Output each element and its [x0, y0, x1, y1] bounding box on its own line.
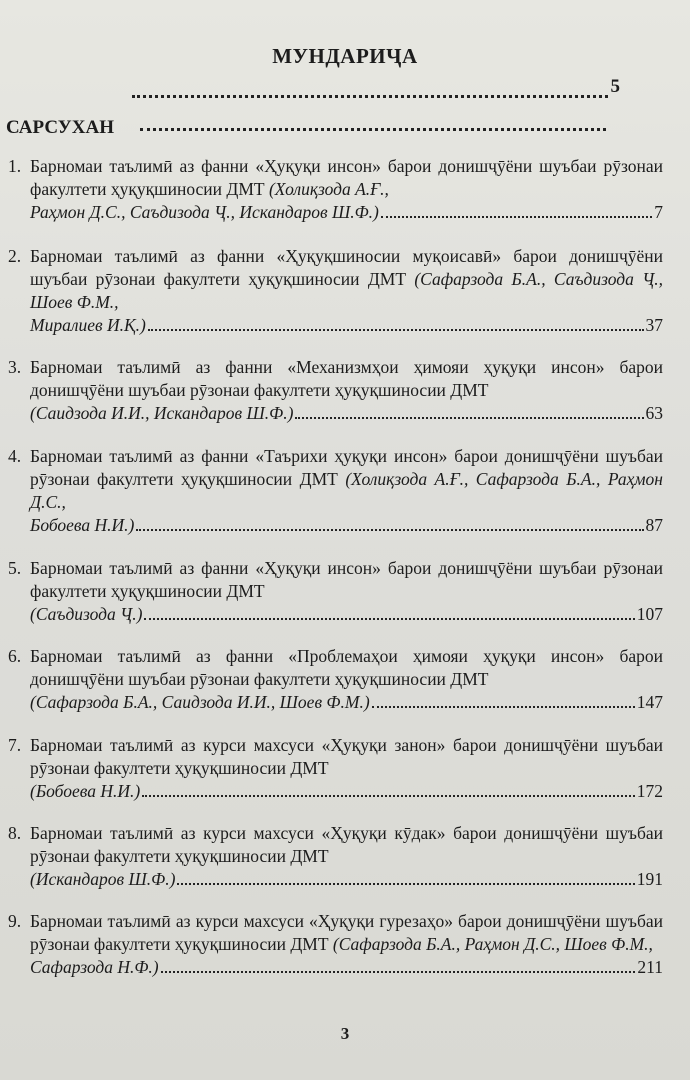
entry-authors-b: Сафарзода Н.Ф.) — [30, 957, 159, 977]
dot-leader — [136, 529, 643, 531]
entry-authors-b: (Саидзода И.И., Искандаров Ш.Ф.) — [30, 403, 294, 423]
entry-number: 5. — [8, 558, 22, 578]
page-number: 3 — [340, 1024, 350, 1043]
intro-dot-leader — [140, 128, 606, 131]
toc-entry — [8, 645, 663, 714]
entry-number: 8. — [8, 823, 22, 843]
entry-text: Барномаи таълимӣ аз фанни «Механизмҳои ҳимояи ҳуқуқи инсон» барои донишҷӯёни шуъбаи рӯзонаи факултети ҳуқуқшиносии ДМТ — [30, 357, 663, 400]
toc-entry — [8, 557, 663, 626]
dot-leader — [295, 417, 643, 419]
entry-number: 9. — [8, 911, 22, 931]
entry-page-number: 7 — [654, 202, 663, 222]
entry-authors-b: (Бобоева Н.И.) — [30, 781, 141, 801]
entry-page-number: 191 — [636, 869, 663, 889]
dot-leader — [161, 971, 636, 973]
entry-authors-a: (Сафарзода Б.А., Саъдизода Ҷ., Шоев Ф.М., — [30, 269, 663, 312]
entry-text: Барномаи таълимӣ аз фанни «Проблемаҳои ҳимояи ҳуқуқи инсон» барои донишҷӯёни шуъбаи рӯзонаи факултети ҳуқуқшиносии ДМТ — [30, 646, 663, 689]
toc-entry — [8, 245, 663, 337]
entry-authors-a: (Сафарзода Б.А., Раҳмон Д.С., Шоев Ф.М., — [332, 934, 653, 954]
entry-text: Барномаи таълимӣ аз фанни «Ҳуқуқшиносии муқоисавӣ» барои донишҷӯёни шуъбаи рӯзонаи факултети ҳуқуқшиносии ДМТ — [30, 246, 663, 289]
dot-leader — [381, 216, 652, 218]
entry-text: Барномаи таълимӣ аз фанни «Ҳуқуқи инсон» барои донишҷӯёни шуъбаи рӯзонаи факултети ҳуқуқшиносии ДМТ — [30, 156, 663, 199]
entry-number: 2. — [8, 246, 22, 266]
dot-leader — [177, 883, 634, 885]
entry-text: Барномаи таълимӣ аз фанни «Таърихи ҳуқуқи инсон» барои донишҷӯёни шуъбаи рӯзонаи факултети ҳуқуқшиносии ДМТ — [30, 446, 663, 489]
entry-text: Барномаи таълимӣ аз курси махсуси «Ҳуқуқи занон» барои донишҷӯёни шуъбаи рӯзонаи факултети ҳуқуқшиносии ДМТ — [30, 735, 663, 778]
entry-authors-a: (Холиқзода А.Ғ., Сафарзода Б.А., Раҳмон Д.С., — [30, 469, 663, 512]
entry-page-number: 172 — [636, 781, 663, 801]
toc-entry — [8, 734, 663, 803]
toc-entry — [8, 910, 663, 979]
entry-authors-b: Миралиев И.Қ.) — [30, 315, 146, 335]
entry-authors-b: (Саъдизода Ҷ.) — [30, 604, 143, 624]
entry-number: 7. — [8, 735, 22, 755]
entry-authors-a: (Холиқзода А.Ғ., — [268, 179, 389, 199]
dot-leader — [144, 618, 634, 620]
toc-entry — [8, 356, 663, 425]
intro-dot-leader-top — [132, 95, 608, 98]
entry-text: Барномаи таълимӣ аз фанни «Ҳуқуқи инсон» барои донишҷӯёни шуъбаи рӯзонаи факултети ҳуқуқшиносии ДМТ — [30, 558, 663, 601]
toc-entry — [8, 155, 663, 224]
toc-entry — [8, 445, 663, 537]
entry-authors-b: (Искандаров Ш.Ф.) — [30, 869, 176, 889]
entry-page-number: 87 — [645, 515, 663, 535]
entry-page-number: 63 — [645, 403, 663, 423]
entry-authors-b: Раҳмон Д.С., Саъдизода Ҷ., Искандаров Ш.Ф.) — [30, 202, 379, 222]
entry-number: 3. — [8, 357, 22, 377]
entry-number: 4. — [8, 446, 22, 466]
entry-authors-b: (Сафарзода Б.А., Саидзода И.И., Шоев Ф.М.) — [30, 692, 370, 712]
entry-page-number: 37 — [645, 315, 663, 335]
entry-page-number: 147 — [636, 692, 663, 712]
toc-title: МУНДАРИҶА — [272, 44, 418, 68]
entry-number: 6. — [8, 646, 22, 666]
toc-entry — [8, 822, 663, 891]
dot-leader — [148, 329, 644, 331]
entry-page-number: 107 — [636, 604, 663, 624]
entry-authors-b: Бобоева Н.И.) — [30, 515, 135, 535]
entry-text: Барномаи таълимӣ аз курси махсуси «Ҳуқуқи гурезаҳо» барои донишҷӯёни шуъбаи рӯзонаи факултети ҳуқуқшиносии ДМТ — [30, 911, 663, 954]
entry-page-number: 211 — [637, 957, 663, 977]
entry-text: Барномаи таълимӣ аз курси махсуси «Ҳуқуқи кӯдак» барои донишҷӯёни шуъбаи рӯзонаи факултети ҳуқуқшиносии ДМТ — [30, 823, 663, 866]
dot-leader — [372, 706, 635, 708]
dot-leader — [142, 795, 635, 797]
entry-number: 1. — [8, 156, 22, 176]
intro-label: САРСУХАН — [6, 117, 114, 138]
intro-page-number: 5 — [610, 76, 620, 97]
